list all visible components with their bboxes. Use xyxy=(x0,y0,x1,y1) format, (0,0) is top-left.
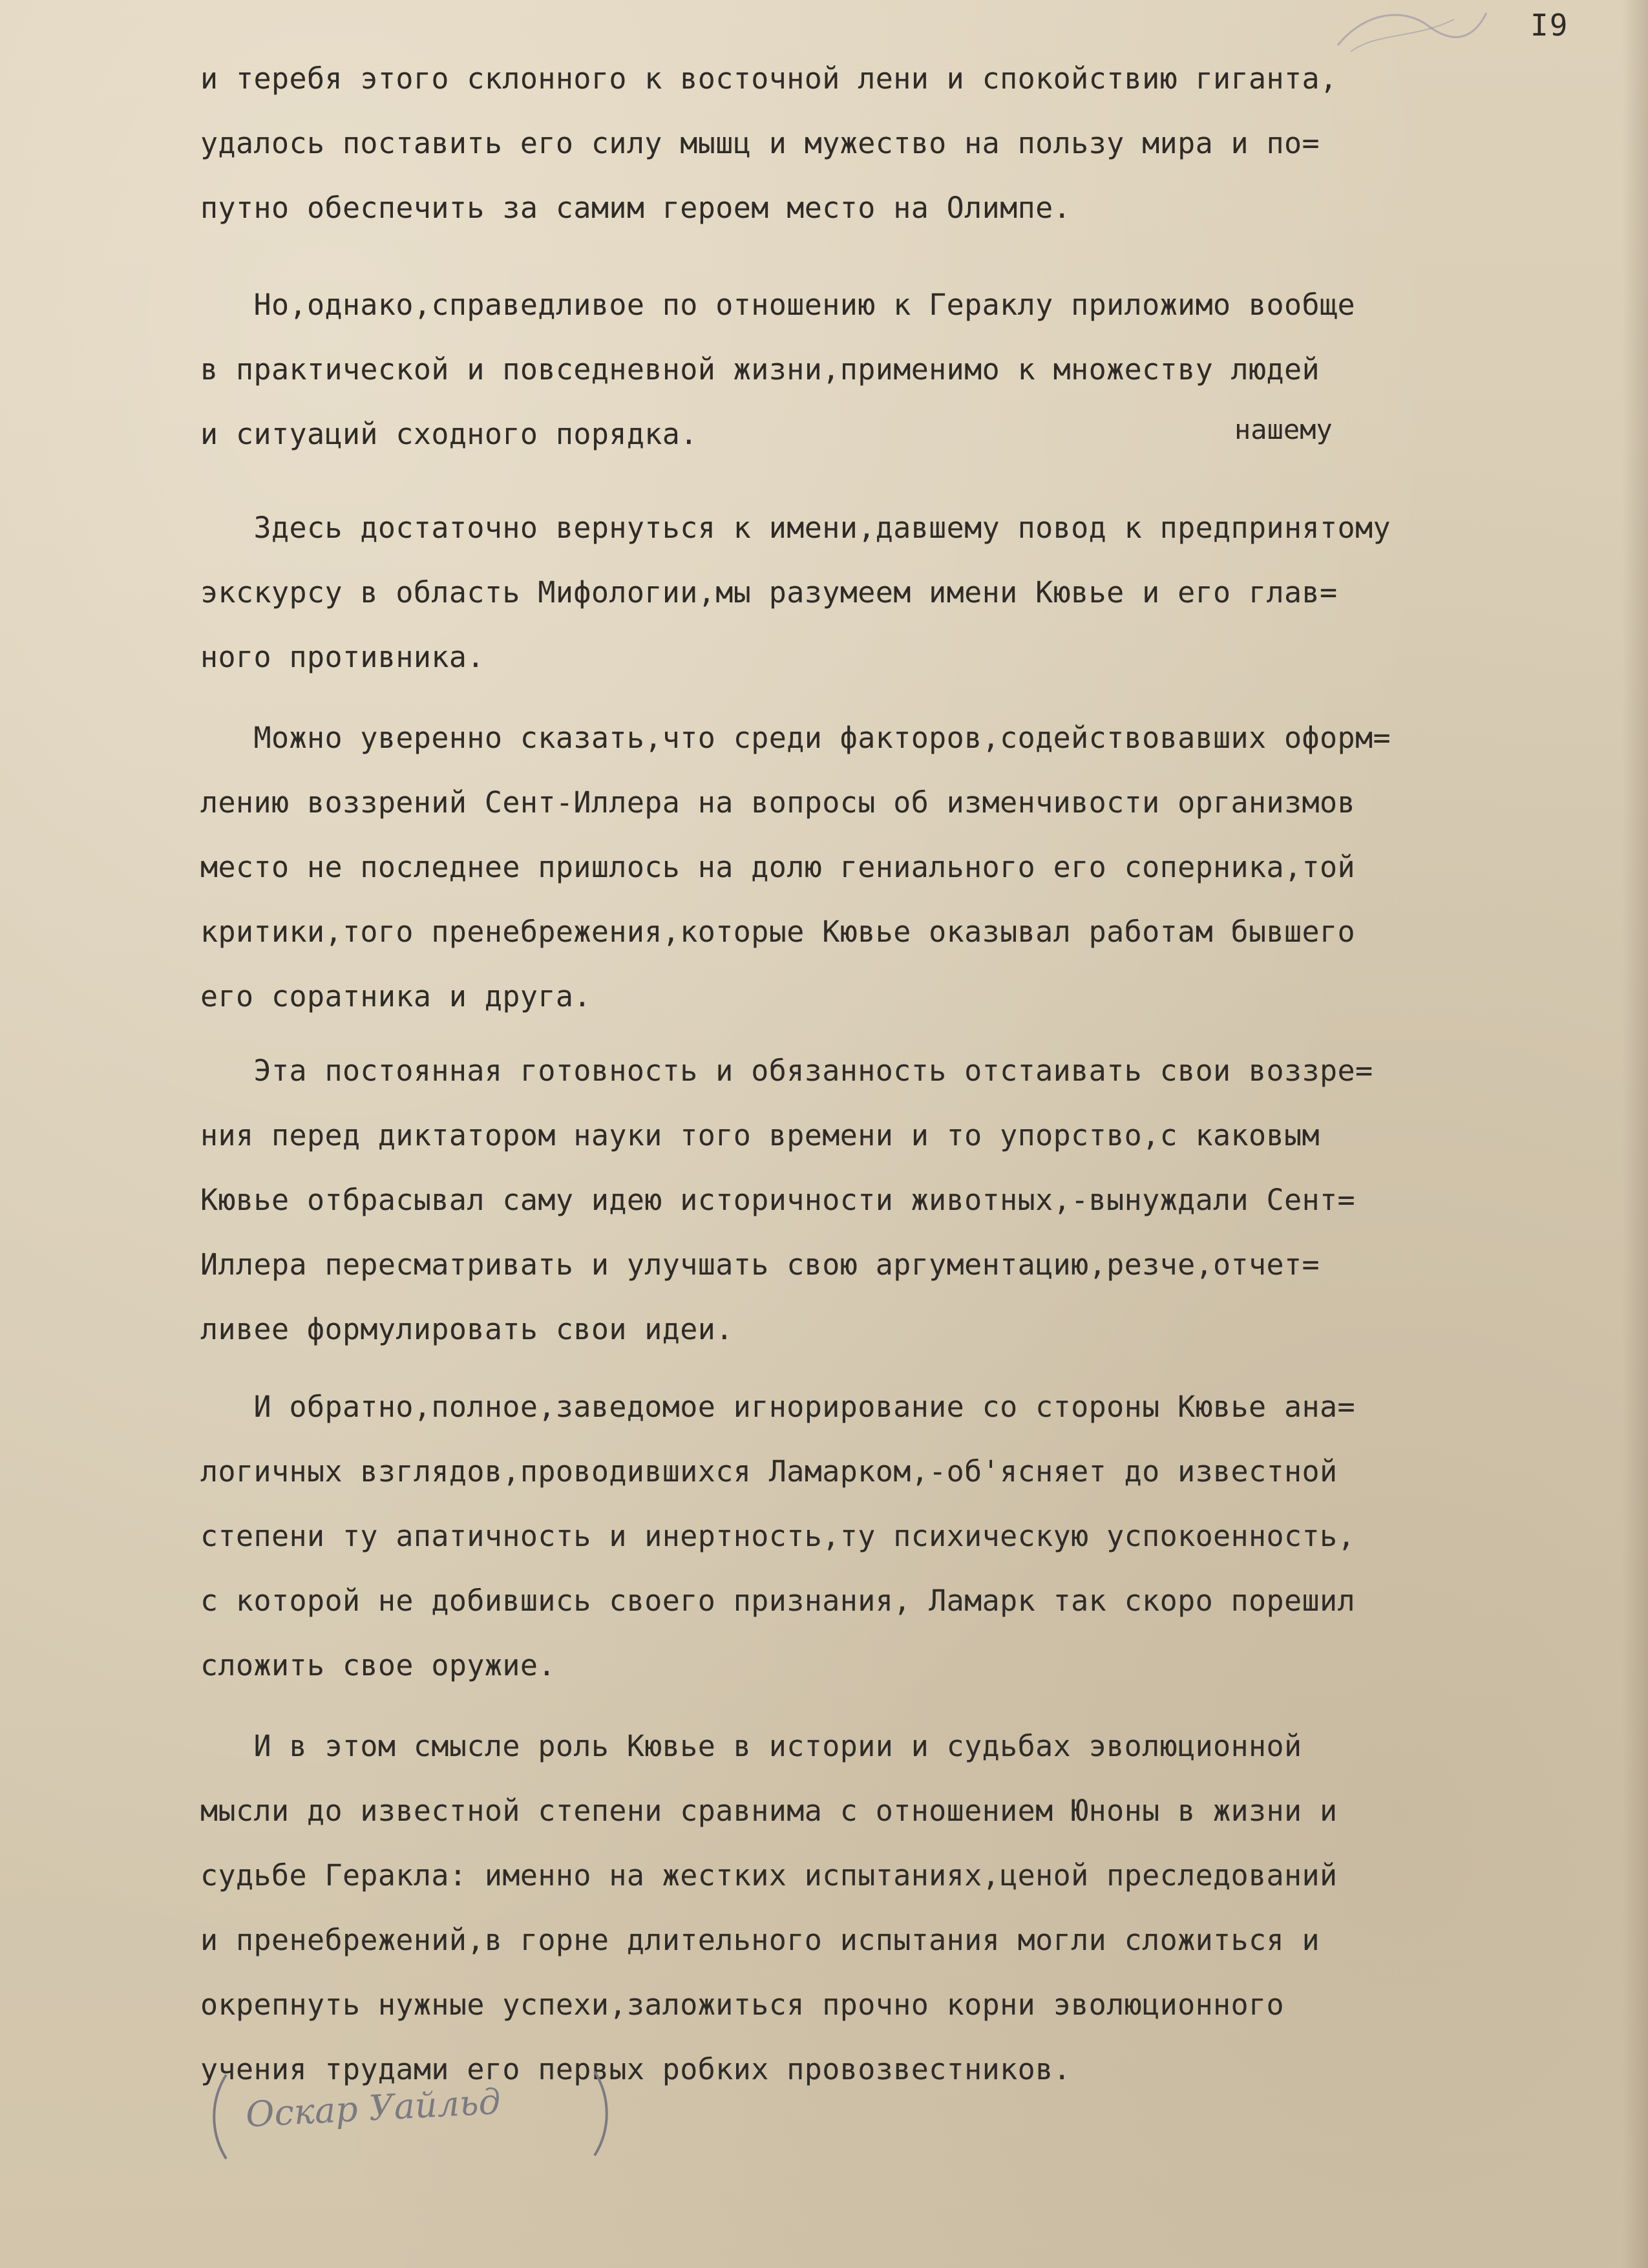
text-line: место не последнее пришлось на долю гениального его соперника,той xyxy=(200,850,1355,884)
text-line: и пренебрежений,в горне длительного испытания могли сложиться и xyxy=(200,1923,1320,1957)
text-line: ливее формулировать свои идеи. xyxy=(200,1312,734,1346)
text-line: учения трудами его первых робких провозвестников. xyxy=(200,2052,1072,2086)
signature-text: Оскар Уайльд xyxy=(244,2081,502,2136)
text-line: и теребя этого склонного к восточной лени и спокойствию гиганта, xyxy=(200,61,1338,96)
text-line: удалось поставить его силу мышц и мужество на пользу мира и по= xyxy=(200,126,1320,160)
text-line: Здесь достаточно вернуться к имени,давшему повод к предпринятому xyxy=(200,511,1391,545)
signature xyxy=(207,2062,620,2165)
text-line: с которой не добившись своего признания, Ламарк так скоро порешил xyxy=(200,1584,1355,1618)
text-line: Иллера пересматривать и улучшать свою аргументацию,резче,отчет= xyxy=(200,1247,1320,1282)
page-edge-shadow xyxy=(1622,0,1648,2268)
text-line: мысли до известной степени сравнима с отношением Юноны в жизни и xyxy=(200,1794,1338,1828)
text-line: его соратника и друга. xyxy=(200,979,591,1013)
text-line: экскурсу в область Мифологии,мы разумеем имени Кювье и его глав= xyxy=(200,575,1338,609)
text-line: Эта постоянная готовность и обязанность отстаивать свои воззре= xyxy=(200,1054,1373,1088)
text-line: И в этом смысле роль Кювье в истории и судьбах эволюционной xyxy=(200,1729,1302,1763)
text-line: сложить свое оружие. xyxy=(200,1648,556,1682)
text-line: путно обеспечить за самим героем место на Олимпе. xyxy=(200,191,1072,225)
handwritten-insert: нашему xyxy=(1234,414,1333,445)
text-line: Можно уверенно сказать,что среди факторов,содействовавших оформ= xyxy=(200,721,1391,755)
text-line: в практической и повседневной жизни,применимо к множеству людей xyxy=(200,352,1320,387)
page-number: I9 xyxy=(1530,8,1569,43)
text-line: и ситуаций сходного порядка. xyxy=(200,417,698,451)
text-line: Кювье отбрасывал саму идею историчности животных,-вынуждали Сент= xyxy=(200,1183,1355,1217)
text-line: критики,того пренебрежения,которые Кювье оказывал работам бывшего xyxy=(200,915,1355,949)
text-line: окрепнуть нужные успехи,заложиться прочно корни эволюционного xyxy=(200,1987,1285,2022)
archive-stamp-icon xyxy=(1325,0,1493,58)
text-line: лению воззрений Сент-Иллера на вопросы об изменчивости организмов xyxy=(200,785,1355,820)
text-line: судьбе Геракла: именно на жестких испытаниях,ценой преследований xyxy=(200,1858,1338,1892)
text-line: логичных взглядов,проводившихся Ламарком,-об'ясняет до известной xyxy=(200,1454,1338,1489)
text-line: ния перед диктатором науки того времени и то упорство,с каковым xyxy=(200,1118,1320,1152)
text-line: ного противника. xyxy=(200,640,485,674)
text-line: И обратно,полное,заведомое игнорирование со стороны Кювье ана= xyxy=(200,1390,1355,1424)
text-line: степени ту апатичность и инертность,ту психическую успокоенность, xyxy=(200,1519,1355,1553)
text-line: Но,однако,справедливое по отношению к Гераклу приложимо вообще xyxy=(200,288,1355,322)
